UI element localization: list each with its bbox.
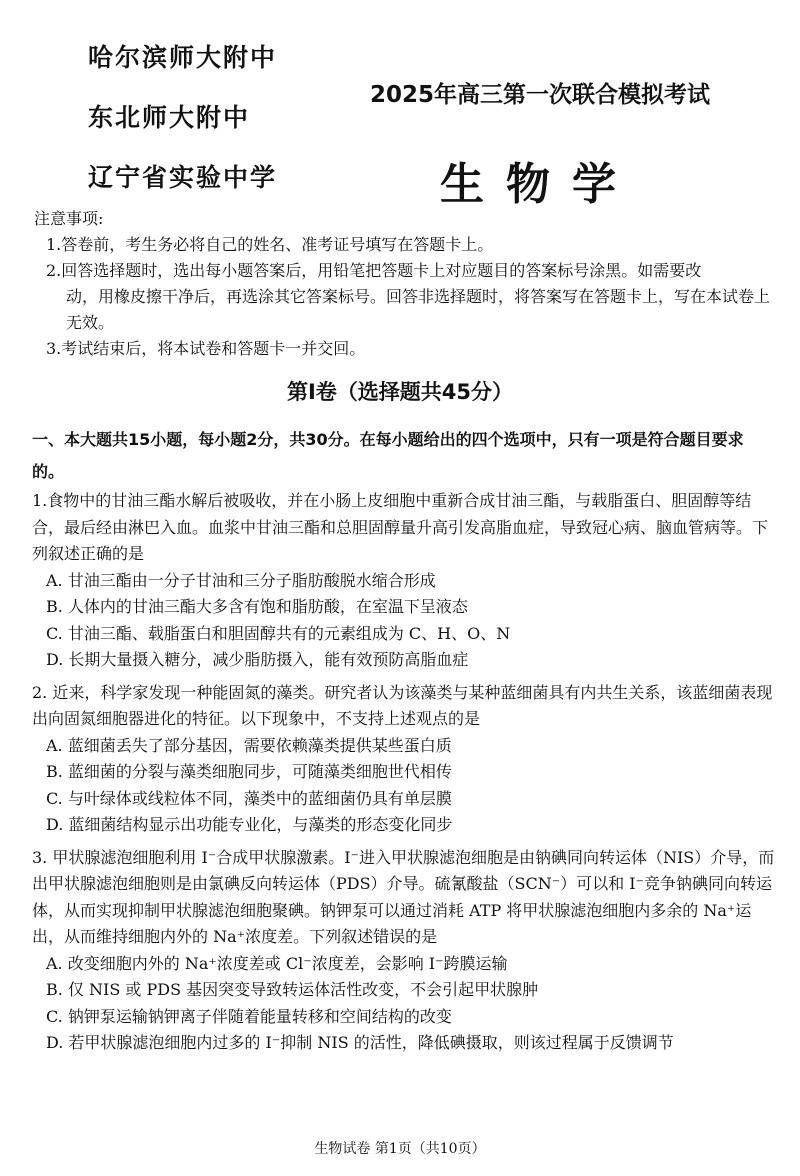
option-c: C. 与叶绿体或线粒体不同，藻类中的蓝细菌仍具有单层膜 [46,788,452,808]
option-b: B. 仅 NIS 或 PDS 基因突变导致转运体活性改变，不会引起甲状腺肿 [46,980,539,999]
school-name-3: 辽宁省实验中学 [88,163,278,192]
note-item-3-text: 3.考试结束后，将本试卷和答题卡一并交回。 [46,339,366,358]
question-list [32,488,780,1063]
question-stem: 3. 甲状腺滤泡细胞利用 I⁻合成甲状腺激素。I⁻进入甲状腺滤泡细胞是由钠碘同向转运体（NIS）介导，而出甲状腺滤泡细胞则是由氯碘反向转运体（PDS）介导。硫氰酸盐（SCN⁻）可以和 I⁻竞争钠碘同向转运体，从而实现抑制甲状腺滤泡细胞聚碘。钠钾泵可以通过消耗 ATP 将甲状腺滤泡细胞内多余的 Na⁺运出，从而维持细胞内外的 Na⁺浓度差。下列叙述错误的是 [32,847,775,946]
option-d: D. 长期大量摄入糖分，减少脂肪摄入，能有效预防高脂血症 [46,650,469,669]
option-a: A. 蓝细菌丢失了部分基因，需要依赖藻类提供某些蛋白质 [46,735,452,755]
option-a: A. 甘油三酯由一分子甘油和三分子脂肪酸脱水缩合形成 [46,570,436,590]
question-stem: 1.食物中的甘油三酯水解后被吸收，并在小肠上皮细胞中重新合成甘油三酯，与载脂蛋白、胆固醇等结合，最后经由淋巴入血。血浆中甘油三酯和总胆固醇量升高引发高脂血症，导致冠心病、脑血管病等。下列叙述正确的是 [32,491,769,563]
option-c: C. 钠钾泵运输钠钾离子伴随着能量转移和空间结构的改变 [46,1006,452,1026]
option-c: C. 甘油三酯、载脂蛋白和胆固醇共有的元素组成为 C、H、O、N [46,623,511,643]
note-item-3 [46,336,774,362]
note-item-2 [46,258,774,336]
option-d: D. 蓝细菌结构显示出功能专业化，与藻类的形态变化同步 [46,815,453,834]
option-b: B. 蓝细菌的分裂与藻类细胞同步，可随藻类细胞世代相传 [46,762,452,781]
subject-title: 生物学 [440,159,638,210]
note-item-1-text: 1.答卷前，考生务必将自己的姓名、准考证号填写在答题卡上。 [46,235,494,254]
question-3 [32,845,780,1057]
school-name-1: 哈尔滨师大附中 [88,43,278,72]
note-item-1 [46,232,774,258]
exam-title: 2025年高三第一次联合模拟考试 [370,82,711,108]
option-d: D. 若甲状腺滤泡细胞内过多的 I⁻抑制 NIS 的活性，降低碘摄取，则该过程属于反馈调节 [46,1033,674,1052]
option-a: A. 改变细胞内外的 Na⁺浓度差或 Cl⁻浓度差，会影响 I⁻跨膜运输 [46,953,508,973]
notes-heading: 注意事项: [34,209,104,228]
school-name-2: 东北师大附中 [88,103,251,132]
page-footer: 生物试卷 第1页（共10页） [314,1141,486,1157]
question-1 [32,488,780,674]
note-item-2-text: 2.回答选择题时，选出每小题答案后，用铅笔把答题卡上对应题目的答案标号涂黑。如需要改 [46,261,702,280]
question-2 [32,680,780,839]
school-list [88,40,348,220]
notes-block [34,206,774,362]
part-title: 第Ⅰ卷（选择题共45分） [286,380,514,404]
question-stem: 2. 近来，科学家发现一种能固氮的藻类。研究者认为该藻类与某种蓝细菌具有内共生关系，该蓝细菌表现出向固氮细胞器进化的特征。以下现象中，不支持上述观点的是 [32,682,773,728]
option-b: B. 人体内的甘油三酯大多含有饱和脂肪酸，在室温下呈液态 [46,597,468,616]
section-heading: 一、本大题共15小题，每小题2分，共30分。在每小题给出的四个选项中，只有一项是符合题目要求的。 [32,430,744,481]
note-item-2-continued: 动，用橡皮擦干净后，再选涂其它答案标号。回答非选择题时，将答案写在答题卡上，写在本试卷上无效。 [66,287,771,332]
